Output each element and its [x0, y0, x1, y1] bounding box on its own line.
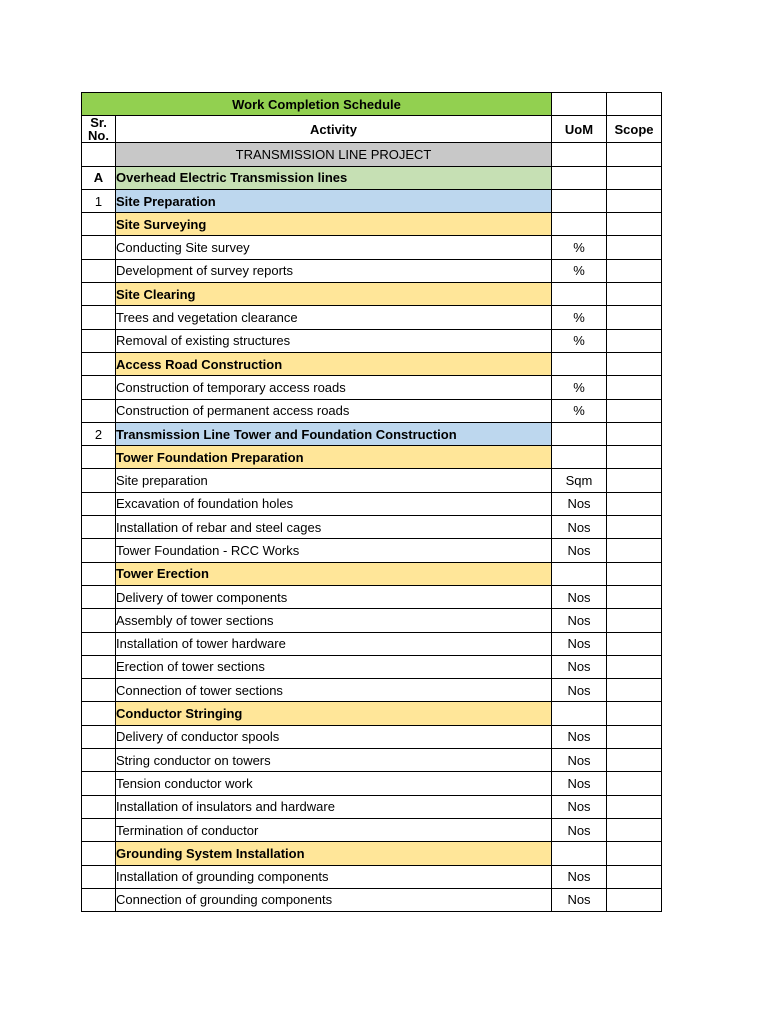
- uom-cell: Nos: [552, 865, 607, 888]
- scope-cell: [607, 865, 662, 888]
- sr-no-cell: [82, 795, 116, 818]
- activity-cell: Erection of tower sections: [116, 655, 552, 678]
- scope-cell: [607, 492, 662, 515]
- uom-cell: Nos: [552, 632, 607, 655]
- table-row: [82, 842, 662, 865]
- uom-cell: Nos: [552, 679, 607, 702]
- sr-no-cell: [82, 329, 116, 352]
- sr-no-cell: A: [82, 166, 116, 189]
- title-scope-cell: [607, 93, 662, 116]
- table-row: [82, 539, 662, 562]
- table-row: [82, 283, 662, 306]
- project-uom-cell: [552, 143, 607, 166]
- table-row: [82, 702, 662, 725]
- table-row: [82, 609, 662, 632]
- activity-cell: Tension conductor work: [116, 772, 552, 795]
- activity-cell: Development of survey reports: [116, 259, 552, 282]
- header-uom: UoM: [552, 116, 607, 143]
- uom-cell: [552, 562, 607, 585]
- table-row: [82, 189, 662, 212]
- uom-cell: %: [552, 399, 607, 422]
- document-title: Work Completion Schedule: [82, 93, 552, 116]
- scope-cell: [607, 702, 662, 725]
- activity-cell: Connection of tower sections: [116, 679, 552, 702]
- activity-cell: Access Road Construction: [116, 352, 552, 375]
- table-row: [82, 632, 662, 655]
- sr-no-cell: [82, 818, 116, 841]
- uom-cell: Nos: [552, 609, 607, 632]
- sr-no-cell: 2: [82, 422, 116, 445]
- uom-cell: [552, 189, 607, 212]
- uom-cell: %: [552, 376, 607, 399]
- table-row: [82, 818, 662, 841]
- uom-cell: Nos: [552, 795, 607, 818]
- sr-no-cell: [82, 888, 116, 911]
- header-scope: Scope: [607, 116, 662, 143]
- table-row: [82, 469, 662, 492]
- title-uom-cell: [552, 93, 607, 116]
- table-row: [82, 562, 662, 585]
- scope-cell: [607, 749, 662, 772]
- project-name: TRANSMISSION LINE PROJECT: [116, 143, 552, 166]
- activity-cell: Tower Foundation Preparation: [116, 446, 552, 469]
- uom-cell: Nos: [552, 772, 607, 795]
- scope-cell: [607, 283, 662, 306]
- scope-cell: [607, 352, 662, 375]
- sr-no-cell: [82, 399, 116, 422]
- uom-cell: Sqm: [552, 469, 607, 492]
- activity-cell: Site Surveying: [116, 213, 552, 236]
- sr-no-cell: [82, 376, 116, 399]
- scope-cell: [607, 376, 662, 399]
- activity-cell: Site preparation: [116, 469, 552, 492]
- table-row: [82, 725, 662, 748]
- activity-cell: Installation of insulators and hardware: [116, 795, 552, 818]
- scope-cell: [607, 399, 662, 422]
- project-sr-cell: [82, 143, 116, 166]
- activity-cell: Conducting Site survey: [116, 236, 552, 259]
- scope-cell: [607, 609, 662, 632]
- activity-cell: Delivery of tower components: [116, 585, 552, 608]
- activity-cell: Construction of temporary access roads: [116, 376, 552, 399]
- uom-cell: Nos: [552, 539, 607, 562]
- scope-cell: [607, 818, 662, 841]
- sr-no-cell: [82, 679, 116, 702]
- sr-no-cell: [82, 865, 116, 888]
- sr-no-cell: [82, 492, 116, 515]
- scope-cell: [607, 632, 662, 655]
- sr-no-cell: [82, 585, 116, 608]
- header-sr-no: [82, 116, 116, 143]
- sr-no-cell: [82, 352, 116, 375]
- uom-cell: [552, 702, 607, 725]
- activity-cell: Transmission Line Tower and Foundation Construction: [116, 422, 552, 445]
- uom-cell: %: [552, 259, 607, 282]
- activity-cell: Removal of existing structures: [116, 329, 552, 352]
- table-row: [82, 166, 662, 189]
- uom-cell: Nos: [552, 888, 607, 911]
- scope-cell: [607, 772, 662, 795]
- uom-cell: [552, 213, 607, 236]
- table-row: [82, 516, 662, 539]
- activity-cell: Conductor Stringing: [116, 702, 552, 725]
- activity-cell: Connection of grounding components: [116, 888, 552, 911]
- table-row: [82, 213, 662, 236]
- activity-cell: Installation of grounding components: [116, 865, 552, 888]
- uom-cell: %: [552, 306, 607, 329]
- activity-cell: Site Preparation: [116, 189, 552, 212]
- uom-cell: [552, 842, 607, 865]
- scope-cell: [607, 259, 662, 282]
- activity-cell: Grounding System Installation: [116, 842, 552, 865]
- activity-cell: Trees and vegetation clearance: [116, 306, 552, 329]
- sr-no-cell: [82, 516, 116, 539]
- scope-cell: [607, 795, 662, 818]
- uom-cell: [552, 352, 607, 375]
- uom-cell: Nos: [552, 749, 607, 772]
- scope-cell: [607, 516, 662, 539]
- table-row: [82, 795, 662, 818]
- activity-cell: Installation of tower hardware: [116, 632, 552, 655]
- scope-cell: [607, 446, 662, 469]
- sr-no-cell: [82, 655, 116, 678]
- work-completion-schedule-table: [81, 92, 662, 912]
- uom-cell: [552, 446, 607, 469]
- uom-cell: Nos: [552, 655, 607, 678]
- project-row: [82, 143, 662, 166]
- scope-cell: [607, 842, 662, 865]
- sr-no-cell: [82, 749, 116, 772]
- table-row: [82, 422, 662, 445]
- activity-cell: String conductor on towers: [116, 749, 552, 772]
- activity-cell: Excavation of foundation holes: [116, 492, 552, 515]
- table-row: [82, 749, 662, 772]
- project-scope-cell: [607, 143, 662, 166]
- table-row: [82, 329, 662, 352]
- header-activity: Activity: [116, 116, 552, 143]
- sr-no-cell: [82, 236, 116, 259]
- activity-cell: Construction of permanent access roads: [116, 399, 552, 422]
- table-row: [82, 655, 662, 678]
- scope-cell: [607, 888, 662, 911]
- uom-cell: Nos: [552, 585, 607, 608]
- scope-cell: [607, 725, 662, 748]
- scope-cell: [607, 329, 662, 352]
- table-row: [82, 352, 662, 375]
- sr-no-cell: [82, 772, 116, 795]
- activity-cell: Site Clearing: [116, 283, 552, 306]
- sr-no-cell: [82, 259, 116, 282]
- activity-cell: Assembly of tower sections: [116, 609, 552, 632]
- scope-cell: [607, 306, 662, 329]
- uom-cell: %: [552, 236, 607, 259]
- sr-no-cell: [82, 609, 116, 632]
- sr-no-cell: [82, 842, 116, 865]
- uom-cell: %: [552, 329, 607, 352]
- uom-cell: Nos: [552, 516, 607, 539]
- activity-cell: Tower Foundation - RCC Works: [116, 539, 552, 562]
- sr-no-cell: [82, 702, 116, 725]
- title-row: [82, 93, 662, 116]
- header-sr-no-text: Sr. No.: [88, 115, 109, 143]
- scope-cell: [607, 422, 662, 445]
- activity-cell: Termination of conductor: [116, 818, 552, 841]
- scope-cell: [607, 166, 662, 189]
- table-row: [82, 585, 662, 608]
- activity-cell: Installation of rebar and steel cages: [116, 516, 552, 539]
- table-row: [82, 865, 662, 888]
- table-row: [82, 772, 662, 795]
- table-row: [82, 399, 662, 422]
- table-row: [82, 492, 662, 515]
- activity-cell: Delivery of conductor spools: [116, 725, 552, 748]
- sr-no-cell: [82, 539, 116, 562]
- uom-cell: [552, 283, 607, 306]
- table-row: [82, 446, 662, 469]
- uom-cell: Nos: [552, 492, 607, 515]
- sr-no-cell: [82, 446, 116, 469]
- scope-cell: [607, 679, 662, 702]
- sr-no-cell: [82, 632, 116, 655]
- sr-no-cell: [82, 213, 116, 236]
- scope-cell: [607, 189, 662, 212]
- sr-no-cell: [82, 725, 116, 748]
- table-row: [82, 236, 662, 259]
- scope-cell: [607, 236, 662, 259]
- header-row: [82, 116, 662, 143]
- uom-cell: [552, 166, 607, 189]
- scope-cell: [607, 655, 662, 678]
- table-row: [82, 259, 662, 282]
- sr-no-cell: [82, 306, 116, 329]
- sr-no-cell: [82, 562, 116, 585]
- uom-cell: Nos: [552, 725, 607, 748]
- sr-no-cell: 1: [82, 189, 116, 212]
- scope-cell: [607, 562, 662, 585]
- activity-cell: Overhead Electric Transmission lines: [116, 166, 552, 189]
- scope-cell: [607, 585, 662, 608]
- table-row: [82, 888, 662, 911]
- scope-cell: [607, 213, 662, 236]
- uom-cell: Nos: [552, 818, 607, 841]
- uom-cell: [552, 422, 607, 445]
- table-row: [82, 306, 662, 329]
- activity-cell: Tower Erection: [116, 562, 552, 585]
- sr-no-cell: [82, 283, 116, 306]
- table-row: [82, 376, 662, 399]
- sr-no-cell: [82, 469, 116, 492]
- scope-cell: [607, 539, 662, 562]
- scope-cell: [607, 469, 662, 492]
- table-row: [82, 679, 662, 702]
